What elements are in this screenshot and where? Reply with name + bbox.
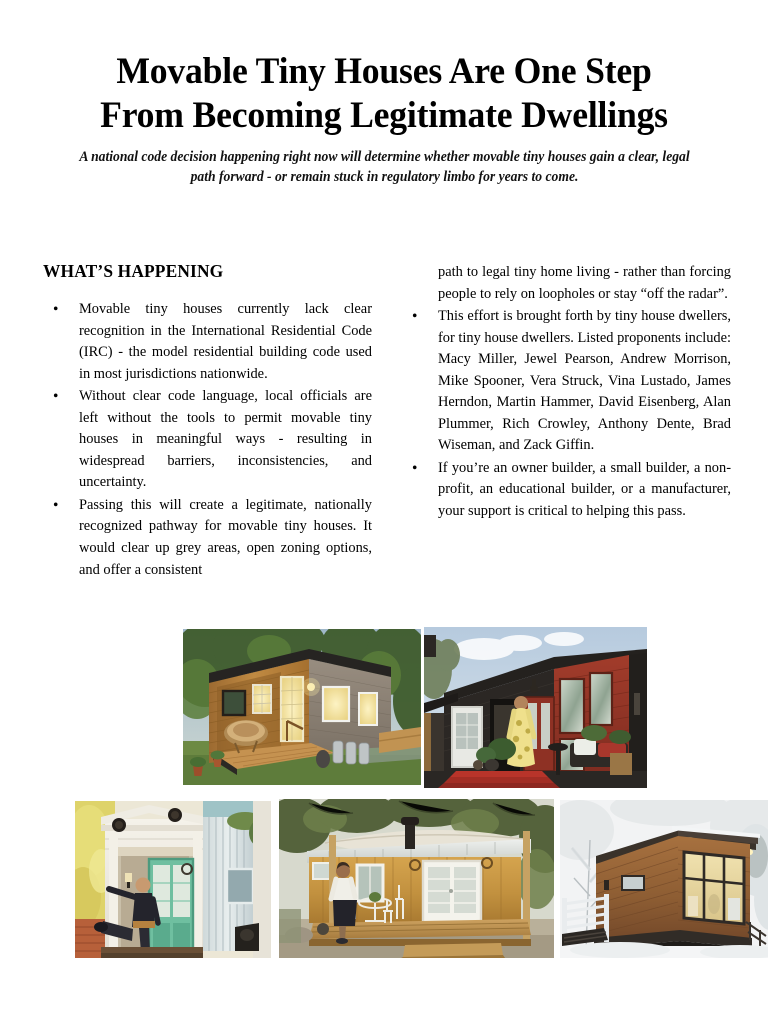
right-column xyxy=(400,262,731,523)
list-item: • This effort is brought forth by tiny house dwellers, for tiny house dwellers. Listed proponents include: Macy Miller, Jewel Pearson, Andrew Morrison, Mike Spooner, Vera Struck, Vina Lustado, James Herndon, Martin Hammer, David Eisenberg, Alan Plummer, Rich Crowley, Anthony Dente, Brad Wiseman, and Zack Giffin. xyxy=(400,306,731,457)
photo-top-right-tiny-house xyxy=(424,627,647,788)
article-body xyxy=(41,262,731,587)
left-column xyxy=(41,262,372,582)
photo-bottom-left-tiny-house xyxy=(75,801,271,958)
list-item: • Movable tiny houses currently lack clear recognition in the International Residential Code (IRC) - the model residential building code used in most jurisdictions nationwide. xyxy=(41,299,372,385)
subheadline: A national code decision happening right now will determine whether movable tiny houses gain a clear, legal path forward - or remain stuck in regulatory limbo for years to come. xyxy=(78,148,690,185)
list-item: • Without clear code language, local officials are left without the tools to permit movable tiny houses in meaningful ways - resulting in widespread barriers, inconsistencies, and uncertainty. xyxy=(41,386,372,494)
photo-bottom-right-tiny-house xyxy=(560,800,768,958)
continued-paragraph: path to legal tiny home living - rather than forcing people to rely on loopholes or stay “off the radar”. xyxy=(438,264,731,302)
page-title xyxy=(53,50,714,139)
headline-line-2: From Becoming Legitimate Dwellings xyxy=(100,95,668,137)
headline-line-1: Movable Tiny Houses Are One Step xyxy=(116,51,652,92)
right-bullet-list xyxy=(400,306,731,522)
photo-top-left-tiny-house xyxy=(183,629,421,785)
left-bullet-list xyxy=(41,299,372,581)
list-item: • Passing this will create a legitimate, nationally recognized pathway for movable tiny houses. It would clear up grey areas, open zoning options, and offer a consistent xyxy=(41,495,372,581)
section-heading-whats-happening: WHAT’S HAPPENING xyxy=(43,261,224,281)
masthead xyxy=(36,50,732,187)
list-item: • If you’re an owner builder, a small builder, a non-profit, an educational builder, or a manufacturer, your support is critical to helping this pass. xyxy=(400,458,731,523)
photo-bottom-center-tiny-house xyxy=(279,799,554,958)
